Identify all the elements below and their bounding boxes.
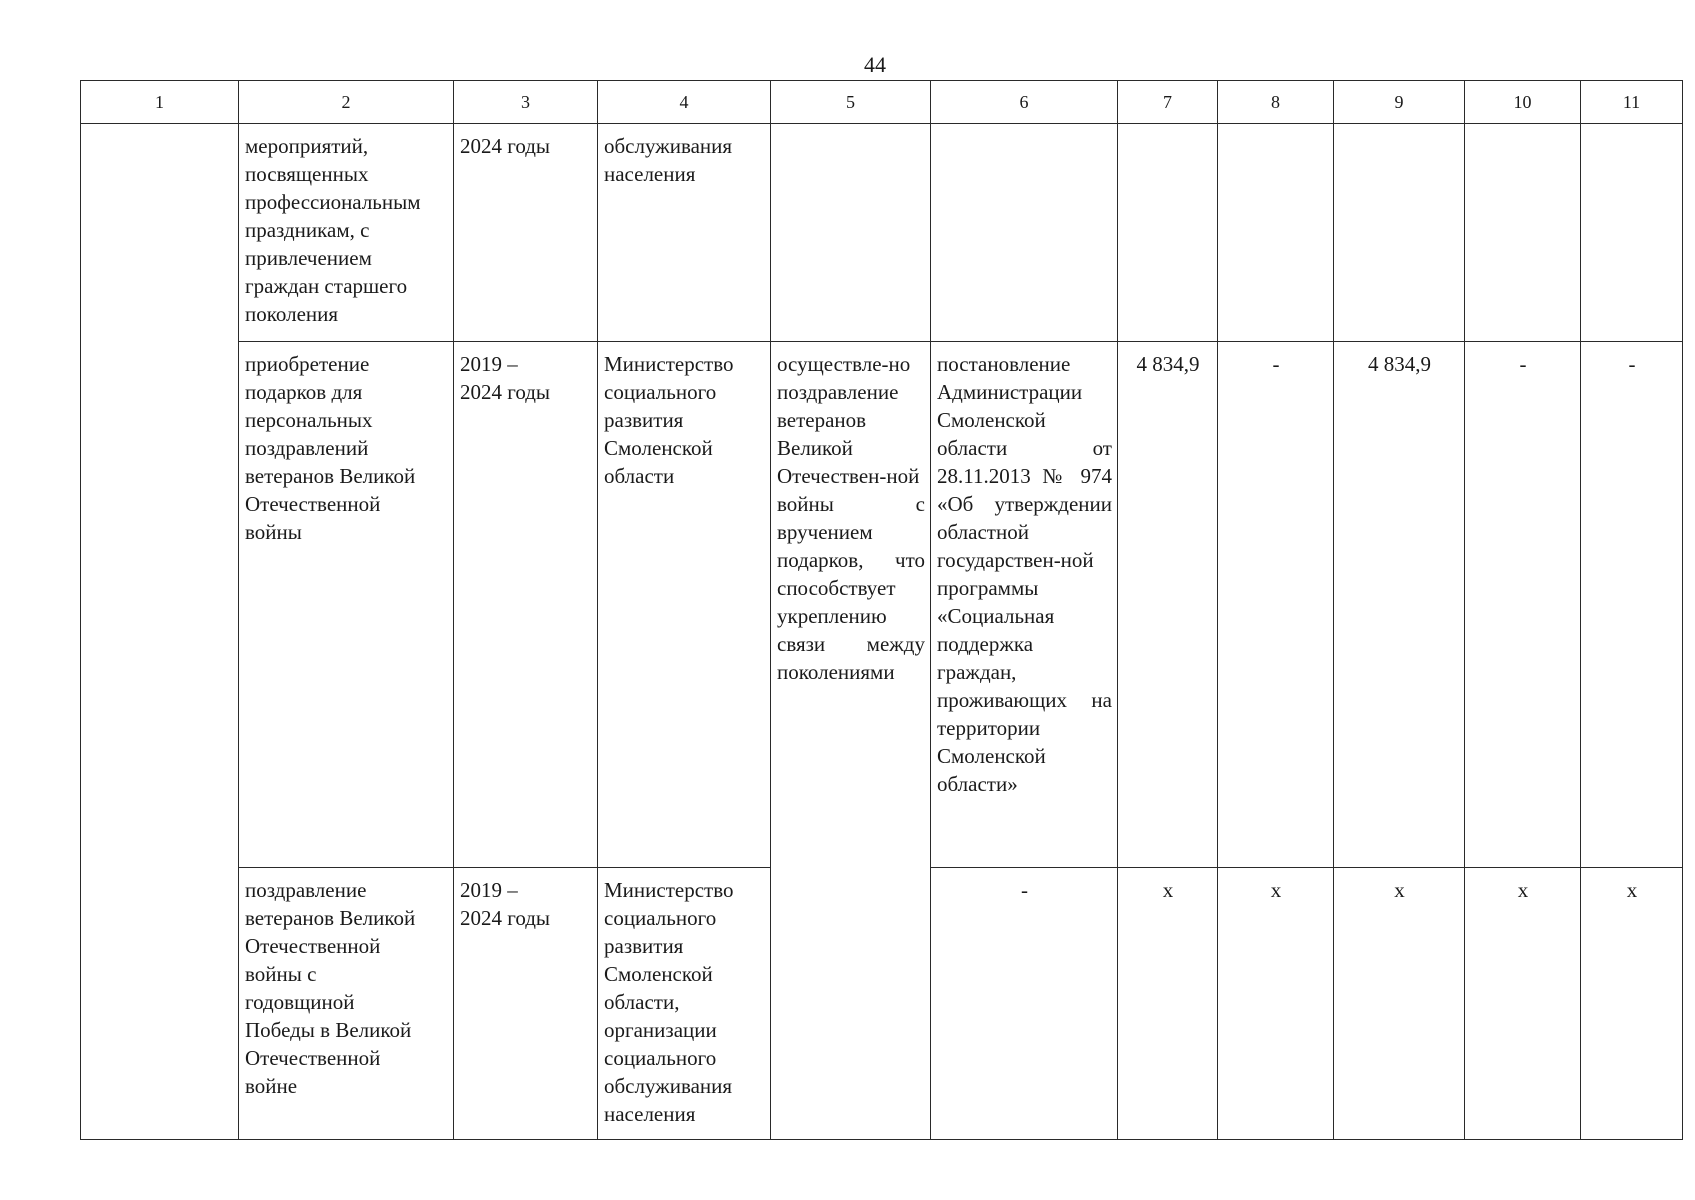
column-number: 7 [1118, 81, 1218, 124]
table-row [81, 124, 1683, 342]
value-cell: 4 834,9 [1334, 342, 1465, 868]
value-cell [1465, 124, 1581, 342]
period-cell: 2019 – 2024 годы [454, 868, 598, 1140]
column-number: 3 [454, 81, 598, 124]
value-cell: - [1218, 342, 1334, 868]
value-cell: х [1581, 868, 1683, 1140]
column-number: 9 [1334, 81, 1465, 124]
program-table [80, 80, 1683, 1140]
table-row [81, 342, 1683, 868]
executor-cell: обслуживания населения [598, 124, 771, 342]
column-number: 4 [598, 81, 771, 124]
column-number: 8 [1218, 81, 1334, 124]
merged-empty-cell [81, 124, 239, 1140]
result-cell [771, 124, 931, 342]
page-number: 44 [864, 52, 886, 77]
period-cell: 2019 – 2024 годы [454, 342, 598, 868]
document-cell [931, 124, 1118, 342]
value-cell: х [1218, 868, 1334, 1140]
value-cell: х [1334, 868, 1465, 1140]
activity-cell: приобретение подарков для персональных поздравлений ветеранов Великой Отечественной войны [239, 342, 454, 868]
activity-cell: поздравление ветеранов Великой Отечественной войны с годовщиной Победы в Великой Отечественной войне [239, 868, 454, 1140]
value-cell: х [1465, 868, 1581, 1140]
document-cell: - [931, 868, 1118, 1140]
column-number: 10 [1465, 81, 1581, 124]
value-cell [1334, 124, 1465, 342]
value-cell [1218, 124, 1334, 342]
column-number: 6 [931, 81, 1118, 124]
value-cell [1118, 124, 1218, 342]
value-cell: - [1465, 342, 1581, 868]
value-cell: - [1581, 342, 1683, 868]
column-number-row [81, 81, 1683, 124]
result-cell: осуществле-но поздравление ветеранов Великой Отечествен-ной войны с вручением подарков, что способствует укреплению связи между поколениями [771, 342, 931, 1140]
value-cell: х [1118, 868, 1218, 1140]
activity-cell: мероприятий, посвященных профессиональным праздникам, с привлечением граждан старшего поколения [239, 124, 454, 342]
period-cell: 2024 годы [454, 124, 598, 342]
column-number: 2 [239, 81, 454, 124]
column-number: 1 [81, 81, 239, 124]
column-number: 5 [771, 81, 931, 124]
executor-cell: Министерство социального развития Смоленской области, организации социального обслуживания населения [598, 868, 771, 1140]
executor-cell: Министерство социального развития Смоленской области [598, 342, 771, 868]
value-cell: 4 834,9 [1118, 342, 1218, 868]
document-cell: постановление Администрации Смоленской области от 28.11.2013 № 974 «Об утверждении областной государствен-ной программы «Социальная поддержка граждан, проживающих на территории Смоленской области» [931, 342, 1118, 868]
value-cell [1581, 124, 1683, 342]
column-number: 11 [1581, 81, 1683, 124]
